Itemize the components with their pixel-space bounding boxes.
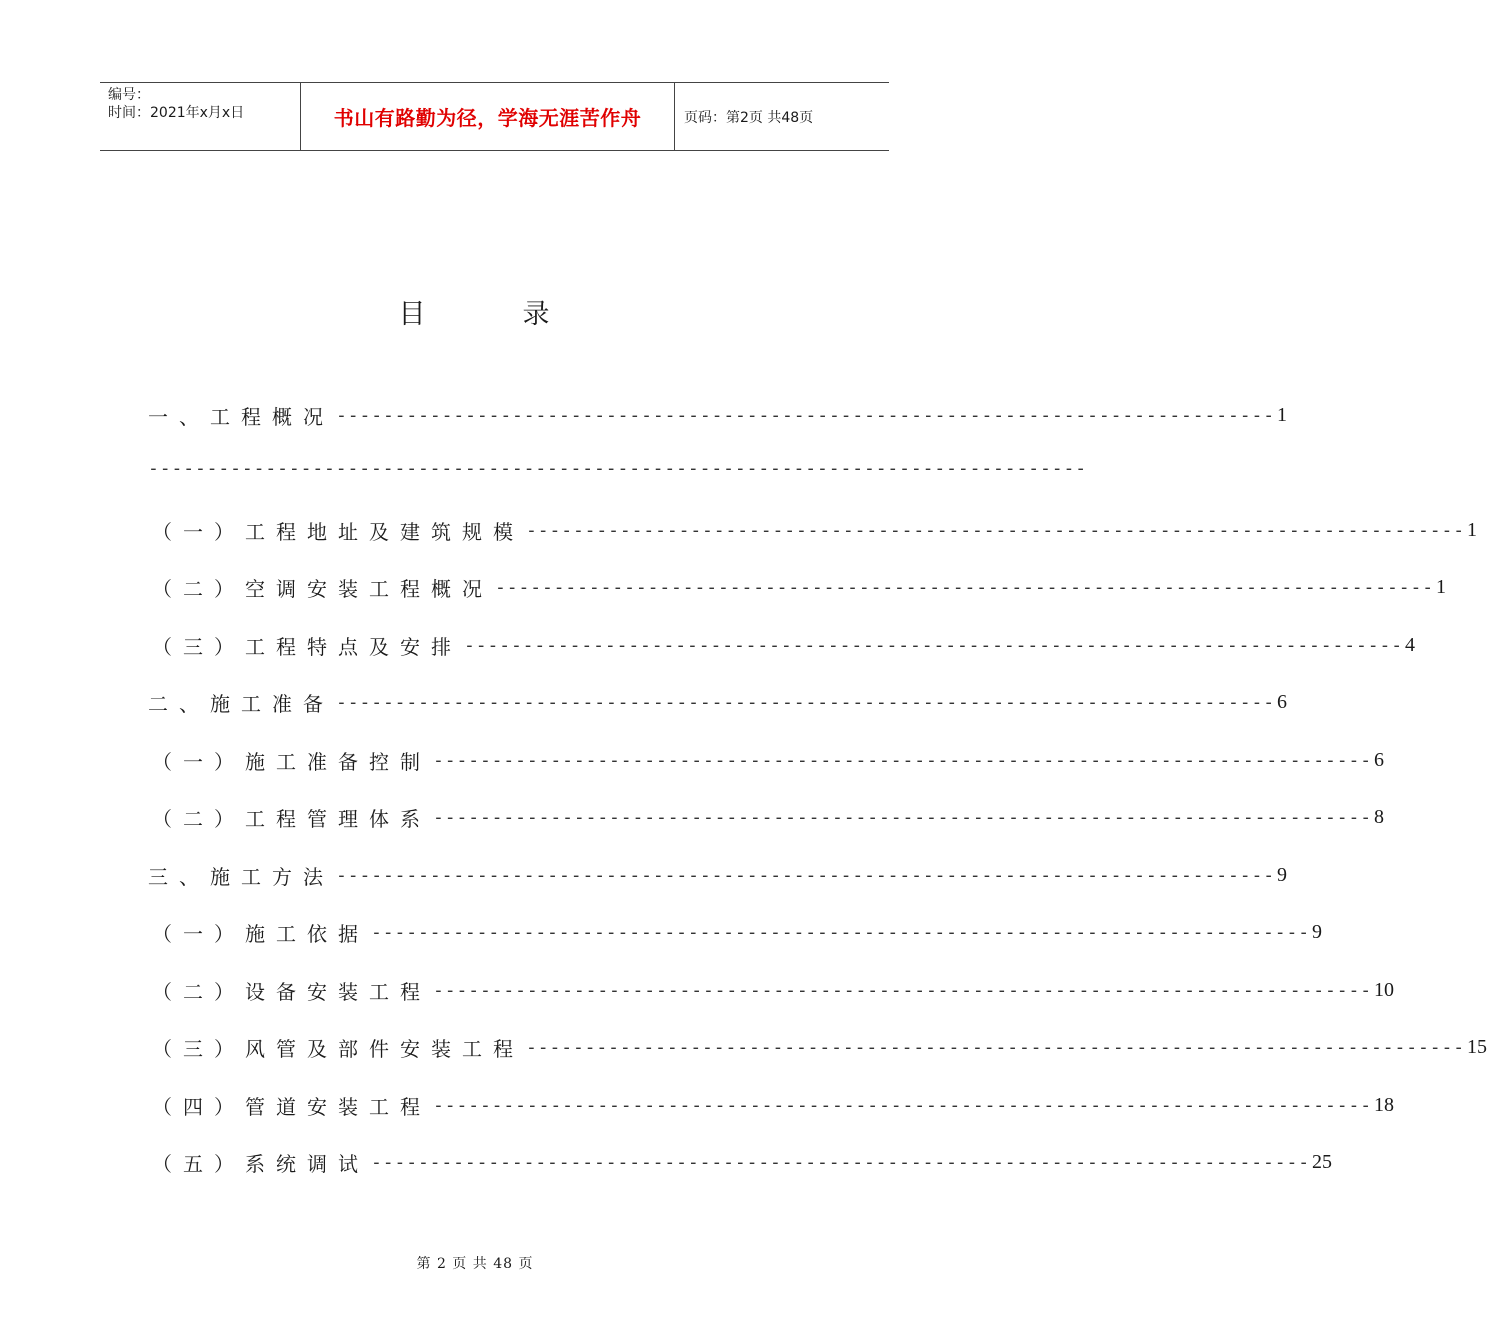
header-page-cell	[675, 83, 889, 150]
toc-entry-page: 6	[1276, 690, 1287, 713]
toc-entry-label: 一、工程概况	[148, 404, 334, 429]
toc-entry[interactable]	[148, 567, 1446, 607]
toc-entry-label: （三）风管及部件安装工程	[152, 1036, 524, 1061]
toc-entry-page: 18	[1373, 1093, 1394, 1116]
toc-leader: --------------------------------------------------------------------------------	[433, 749, 1372, 771]
toc-entry[interactable]	[148, 1142, 1332, 1182]
toc-entry-label: 二、施工准备	[148, 691, 334, 716]
toc-leader: --------------------------------------------------------------------------------	[336, 404, 1275, 426]
title-char-2: 录	[522, 299, 552, 330]
toc-leader: --------------------------------------------------------------------------------	[495, 576, 1434, 598]
toc-leader: --------------------------------------------------------------------------------	[336, 864, 1275, 886]
time-label: 时间：2021年x月x日	[108, 105, 245, 121]
toc-entry-label: （五）系统调试	[152, 1151, 369, 1176]
toc-entry-page: 10	[1373, 978, 1394, 1001]
toc-entry[interactable]	[148, 395, 1287, 435]
toc-leader: --------------------------------------------------------------------------------	[526, 1036, 1465, 1058]
toc-entry-label: 三、施工方法	[148, 864, 334, 889]
toc-entry[interactable]	[148, 912, 1322, 952]
toc-entry[interactable]	[148, 740, 1384, 780]
toc-entry-page: 4	[1404, 633, 1415, 656]
page-title	[0, 292, 950, 331]
toc-entry-page: 15	[1466, 1035, 1487, 1058]
toc-entry[interactable]	[148, 970, 1394, 1010]
header-meta	[100, 83, 301, 150]
toc-entry-label: （二）工程管理体系	[152, 806, 431, 831]
toc-entry-label: （二）设备安装工程	[152, 979, 431, 1004]
toc-entry[interactable]	[148, 1085, 1394, 1125]
toc-leader: --------------------------------------------------------------------------------	[433, 806, 1372, 828]
toc-leader-continuation: --------------------------------------------------------------------------------	[148, 458, 1087, 479]
toc-leader: --------------------------------------------------------------------------------	[371, 1151, 1310, 1173]
toc-leader: --------------------------------------------------------------------------------	[433, 979, 1372, 1001]
toc-leader: --------------------------------------------------------------------------------	[526, 519, 1465, 541]
page-header	[100, 82, 889, 151]
toc-entry-page: 9	[1311, 920, 1322, 943]
toc-leader: --------------------------------------------------------------------------------	[433, 1094, 1372, 1116]
toc-entry-page: 1	[1435, 575, 1446, 598]
header-motto-cell	[301, 83, 675, 150]
toc-leader: --------------------------------------------------------------------------------	[464, 634, 1403, 656]
title-char-1: 目	[398, 299, 428, 330]
toc-entry-label: （二）空调安装工程概况	[152, 576, 493, 601]
toc-entry-label: （四）管道安装工程	[152, 1094, 431, 1119]
header-page-info: 页码：第2页 共48页	[684, 109, 814, 126]
toc-entry-label: （三）工程特点及安排	[152, 634, 462, 659]
toc-entry[interactable]	[148, 625, 1415, 665]
toc-leader: --------------------------------------------------------------------------------	[371, 921, 1310, 943]
toc-entry-page: 9	[1276, 863, 1287, 886]
toc-entry-page: 25	[1311, 1150, 1332, 1173]
motto: 书山有路勤为径，学海无涯苦作舟	[333, 106, 642, 130]
toc-entry[interactable]	[148, 510, 1477, 550]
toc-entry-page: 8	[1373, 805, 1384, 828]
toc-entry-label: （一）施工依据	[152, 921, 369, 946]
toc-entry[interactable]	[148, 855, 1287, 895]
toc-entry-page: 6	[1373, 748, 1384, 771]
toc-leader: --------------------------------------------------------------------------------	[336, 691, 1275, 713]
toc-entry[interactable]	[148, 1027, 1487, 1067]
toc-entry-page: 1	[1276, 403, 1287, 426]
serial-label: 编号：	[108, 87, 150, 103]
toc-entry[interactable]	[148, 682, 1287, 722]
toc-entry-page: 1	[1466, 518, 1477, 541]
toc-entry-label: （一）工程地址及建筑规模	[152, 519, 524, 544]
toc-entry[interactable]	[148, 797, 1384, 837]
page-footer: 第 2 页 共 48 页	[416, 1256, 534, 1272]
toc-entry-label: （一）施工准备控制	[152, 749, 431, 774]
